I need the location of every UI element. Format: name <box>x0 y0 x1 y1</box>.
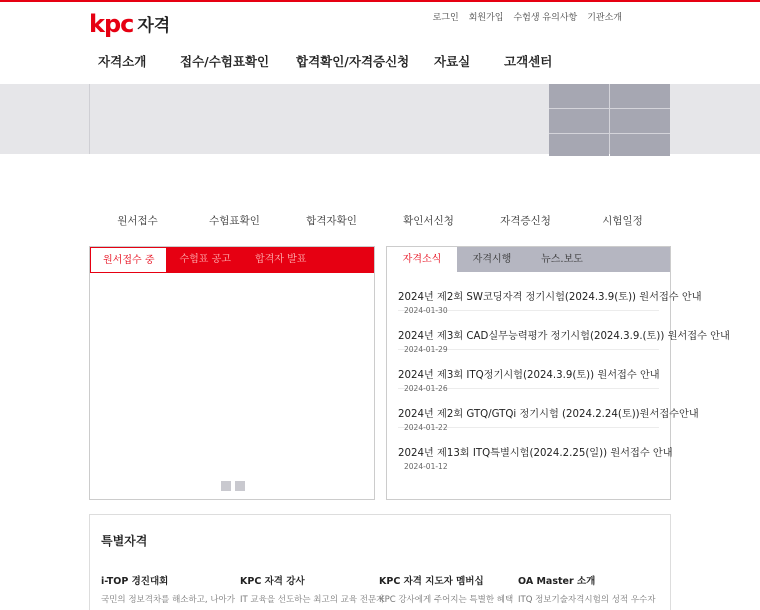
tab-qualification-news[interactable]: 자격소식 <box>387 247 457 272</box>
banner-thumb[interactable] <box>610 109 670 133</box>
special-item-oa-master[interactable] <box>518 573 656 605</box>
list-item[interactable] <box>398 272 702 315</box>
banner-thumb[interactable] <box>610 134 670 156</box>
banner-thumb[interactable] <box>610 84 670 108</box>
list-item[interactable] <box>398 311 730 354</box>
pager-dot[interactable] <box>221 481 231 491</box>
special-item-itop[interactable] <box>101 573 235 605</box>
special-item-name[interactable]: KPC 자격 강사 <box>240 576 305 587</box>
banner-thumb[interactable] <box>549 109 609 133</box>
list-item[interactable] <box>398 350 660 393</box>
nav-item-apply[interactable]: 접수/수험표확인 <box>180 54 270 69</box>
news-title[interactable]: 2024년 제3회 ITQ정기시험(2024.3.9(토)) 원서접수 안내 <box>398 370 660 381</box>
utility-nav <box>433 10 622 23</box>
news-date: 2024-01-26 <box>404 384 448 393</box>
exam-status-tabs <box>90 247 374 273</box>
quick-schedule[interactable]: 시험일정 <box>602 215 643 227</box>
tab-applying[interactable]: 원서접수 중 <box>90 247 167 272</box>
news-list <box>387 272 730 471</box>
banner-thumb[interactable] <box>549 134 609 156</box>
hero-banner <box>0 84 760 154</box>
pager-dot[interactable] <box>235 481 245 491</box>
tab-press[interactable]: 뉴스.보도 <box>541 254 583 265</box>
news-title[interactable]: 2024년 제2회 SW코딩자격 정기시험(2024.3.9(토)) 원서접수 안내 <box>398 292 702 303</box>
tab-qualification-exam[interactable]: 자격시행 <box>472 254 512 265</box>
logo-text: 자격 <box>137 16 171 36</box>
exam-status-panel <box>89 246 375 500</box>
news-date: 2024-01-12 <box>404 462 448 471</box>
logo[interactable] <box>89 11 170 36</box>
special-item-name[interactable]: i-TOP 경진대회 <box>101 576 169 587</box>
news-panel <box>386 246 730 500</box>
news-title[interactable]: 2024년 제2회 GTQ/GTQi 정기시험 (2024.2.24(토))원서접수안내 <box>398 409 699 420</box>
login-link[interactable]: 로그인 <box>432 13 459 23</box>
banner-image-area[interactable] <box>89 84 549 154</box>
tab-pass-announcement[interactable]: 합격자 발표 <box>254 254 307 265</box>
special-item-name[interactable]: KPC 자격 지도자 멤버십 <box>379 576 484 587</box>
news-date: 2024-01-30 <box>404 306 448 315</box>
special-item-desc: 국민의 정보격차를 해소하고, 나아가 <box>101 595 235 605</box>
special-item-name[interactable]: OA Master 소개 <box>518 576 596 587</box>
list-item[interactable] <box>398 428 673 471</box>
quick-menu <box>89 213 671 228</box>
banner-thumb[interactable] <box>549 84 609 108</box>
quick-license-request[interactable]: 자격증신청 <box>500 215 551 227</box>
news-date: 2024-01-22 <box>404 423 448 432</box>
news-title[interactable]: 2024년 제3회 CAD실무능력평가 정기시험(2024.3.9.(토)) 원서접수 안내 <box>398 331 730 342</box>
banner-thumbnail-grid <box>549 84 670 154</box>
special-item-membership[interactable] <box>379 573 514 605</box>
slider-pager <box>221 481 245 491</box>
special-item-desc: KPC 강사에게 주어지는 특별한 혜택 <box>379 595 514 605</box>
logo-mark: kpc <box>89 9 134 38</box>
special-item-instructor[interactable] <box>240 573 385 605</box>
quick-pass-check[interactable]: 합격자확인 <box>306 215 357 227</box>
examinee-notice-link[interactable]: 수험생 유의사항 <box>513 13 578 23</box>
special-item-desc: ITQ 정보기술자격시험의 성적 우수자 <box>518 595 656 605</box>
quick-certificate-request[interactable]: 확인서신청 <box>403 215 454 227</box>
news-date: 2024-01-29 <box>404 345 448 354</box>
main-nav <box>98 52 584 70</box>
nav-item-resources[interactable]: 자료실 <box>434 54 471 69</box>
news-tabs <box>387 247 670 272</box>
quick-ticket[interactable]: 수험표확인 <box>209 215 260 227</box>
section-title: 특별자격 <box>101 534 148 548</box>
news-title[interactable]: 2024년 제13회 ITQ특별시험(2024.2.25(일)) 원서접수 안내 <box>398 448 673 459</box>
nav-item-support[interactable]: 고객센터 <box>504 54 553 69</box>
nav-item-result[interactable]: 합격확인/자격증신청 <box>296 54 410 69</box>
quick-apply[interactable]: 원서접수 <box>117 215 158 227</box>
list-item[interactable] <box>398 389 699 432</box>
tab-ticket-notice[interactable]: 수험표 공고 <box>179 254 231 265</box>
special-item-desc: IT 교육을 선도하는 최고의 교육 전문가 <box>240 595 385 605</box>
top-accent-bar <box>0 0 760 2</box>
nav-item-about[interactable]: 자격소개 <box>98 54 147 69</box>
about-link[interactable]: 기관소개 <box>587 13 622 23</box>
signup-link[interactable]: 회원가입 <box>468 13 504 23</box>
special-qualification-section <box>89 514 671 610</box>
